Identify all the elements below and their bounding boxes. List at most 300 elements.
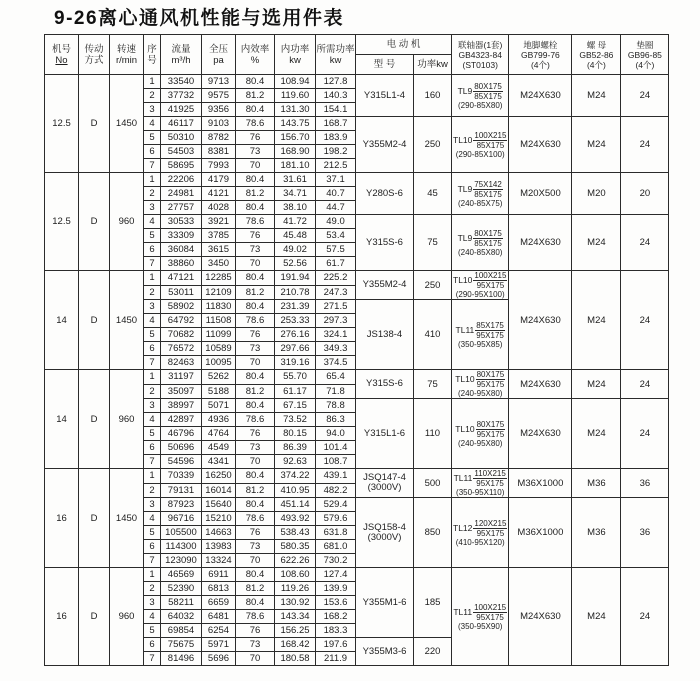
efficiency-cell: 78.6 [236, 610, 275, 624]
header-row-1 [45, 35, 669, 55]
flow-cell: 38997 [161, 399, 202, 413]
motor-model-line1: Y355M1-6 [362, 596, 407, 608]
header-speed-line1: 转速 [116, 43, 136, 55]
required-power-cell: 168.7 [316, 117, 356, 131]
pressure-cell: 3450 [202, 257, 236, 271]
coupling-note: (290-85X100) [455, 149, 505, 159]
motor-model-cell [356, 568, 414, 638]
internal-power-cell: 108.60 [275, 568, 316, 582]
seq-cell: 5 [144, 624, 161, 638]
internal-power-cell: 119.26 [275, 582, 316, 596]
anchor-bolt-cell: M36X1000 [509, 469, 572, 498]
efficiency-cell: 70 [236, 257, 275, 271]
washer-cell: 24 [621, 117, 669, 173]
motor-model-line1: Y315S-6 [366, 378, 403, 389]
seq-cell: 2 [144, 582, 161, 596]
internal-power-cell: 168.90 [275, 145, 316, 159]
motor-power-cell: 45 [414, 173, 452, 215]
coupling-cell [452, 568, 509, 666]
seq-cell: 2 [144, 89, 161, 103]
internal-power-cell: 52.56 [275, 257, 316, 271]
pressure-cell: 4549 [202, 441, 236, 455]
nut-cell: M24 [572, 215, 621, 271]
seq-cell: 7 [144, 257, 161, 271]
header-anchor-bolt [509, 35, 572, 75]
efficiency-cell: 76 [236, 526, 275, 540]
coupling-fraction-bottom: 95X175 [476, 281, 505, 290]
flow-cell: 105500 [161, 526, 202, 540]
header-motor: 电 动 机 [356, 35, 452, 55]
header-nut-line3: (4个) [586, 59, 606, 70]
motor-power-cell: 250 [414, 271, 452, 300]
efficiency-cell: 80.4 [236, 75, 275, 89]
pressure-cell: 9713 [202, 75, 236, 89]
internal-power-cell: 49.02 [275, 243, 316, 257]
seq-cell: 2 [144, 384, 161, 399]
seq-cell: 5 [144, 328, 161, 342]
efficiency-cell: 81.2 [236, 285, 275, 300]
washer-cell: 24 [621, 568, 669, 666]
coupling-fraction [473, 131, 507, 150]
motor-model-cell [356, 300, 414, 370]
pressure-cell: 9103 [202, 117, 236, 131]
flow-cell: 50696 [161, 441, 202, 455]
header-internal-power-line1: 内功率 [280, 43, 310, 55]
internal-power-cell: 180.58 [275, 652, 316, 666]
flow-cell: 46117 [161, 117, 202, 131]
machine-no-cell: 12.5 [45, 75, 79, 173]
coupling-note: (240-95X80) [457, 438, 503, 448]
nut-cell: M20 [572, 173, 621, 215]
header-seq-line2: 号 [147, 54, 157, 66]
seq-cell: 6 [144, 145, 161, 159]
nut-cell: M24 [572, 271, 621, 370]
efficiency-cell: 73 [236, 243, 275, 257]
washer-cell: 24 [621, 75, 669, 117]
coupling-fraction [473, 469, 506, 488]
seq-cell: 6 [144, 441, 161, 455]
seq-cell: 3 [144, 300, 161, 314]
flow-cell: 64032 [161, 610, 202, 624]
internal-power-cell: 143.75 [275, 117, 316, 131]
coupling-cell [452, 300, 509, 370]
coupling-cell [452, 399, 509, 469]
speed-cell: 960 [110, 173, 144, 271]
required-power-cell: 71.8 [316, 384, 356, 399]
flow-cell: 46569 [161, 568, 202, 582]
internal-power-cell: 86.39 [275, 441, 316, 455]
coupling-fraction-top: 75X142 [474, 179, 502, 189]
coupling-fraction [475, 321, 505, 340]
motor-model-line1: JSQ158-4 [363, 521, 406, 533]
header-drive-line1: 传动 [84, 43, 104, 55]
motor-model-line2: (3000V) [367, 531, 402, 543]
coupling-note: (350-95X85) [457, 339, 503, 349]
flow-cell: 70339 [161, 469, 202, 484]
seq-cell: 3 [144, 103, 161, 117]
pressure-cell: 12109 [202, 285, 236, 300]
header-required-power [316, 35, 356, 75]
efficiency-cell: 73 [236, 342, 275, 356]
efficiency-cell: 73 [236, 540, 275, 554]
header-pressure-line1: 全压 [208, 43, 228, 55]
header-drive [79, 35, 110, 75]
pressure-cell: 6659 [202, 596, 236, 610]
pressure-cell: 4341 [202, 455, 236, 469]
required-power-cell: 168.2 [316, 610, 356, 624]
motor-model-cell [356, 370, 414, 399]
pressure-cell: 15210 [202, 512, 236, 526]
table-body [45, 75, 669, 666]
efficiency-cell: 81.2 [236, 187, 275, 201]
header-drive-line2: 方式 [84, 54, 104, 66]
header-speed [110, 35, 144, 75]
required-power-cell: 94.0 [316, 427, 356, 441]
required-power-cell: 140.3 [316, 89, 356, 103]
flow-cell: 24981 [161, 187, 202, 201]
required-power-cell: 225.2 [316, 271, 356, 286]
efficiency-cell: 70 [236, 652, 275, 666]
flow-cell: 33309 [161, 229, 202, 243]
motor-model-line1: JS138-4 [366, 328, 403, 340]
efficiency-cell: 78.6 [236, 215, 275, 229]
efficiency-cell: 70 [236, 356, 275, 370]
pressure-cell: 6481 [202, 610, 236, 624]
efficiency-cell: 78.6 [236, 413, 275, 427]
internal-power-cell: 493.92 [275, 512, 316, 526]
internal-power-cell: 80.15 [275, 427, 316, 441]
coupling-cell [452, 75, 509, 117]
pressure-cell: 4764 [202, 427, 236, 441]
coupling-fraction-top: 100X215 [474, 271, 507, 280]
drive-cell: D [79, 271, 110, 370]
coupling-size [453, 603, 507, 622]
internal-power-cell: 38.10 [275, 201, 316, 215]
coupling-fraction-top: 80X175 [474, 81, 502, 91]
pressure-cell: 4028 [202, 201, 236, 215]
coupling-fraction-bottom: 85X175 [474, 91, 502, 101]
efficiency-cell: 80.4 [236, 399, 275, 413]
internal-power-cell: 374.22 [275, 469, 316, 484]
internal-power-cell: 580.35 [275, 540, 316, 554]
flow-cell: 41925 [161, 103, 202, 117]
seq-cell: 6 [144, 638, 161, 652]
header-efficiency-line2: % [250, 54, 260, 66]
internal-power-cell: 231.39 [275, 300, 316, 314]
anchor-bolt-cell: M24X630 [509, 271, 572, 370]
efficiency-cell: 80.4 [236, 469, 275, 484]
coupling-fraction-top: 100X215 [474, 602, 507, 612]
header-motor-power: 功率kw [414, 55, 452, 75]
flow-cell: 79131 [161, 483, 202, 498]
coupling-fraction-top: 80X175 [476, 419, 505, 429]
internal-power-cell: 61.17 [275, 384, 316, 399]
coupling-type: TL10 [455, 374, 475, 384]
header-washer-line1: 垫圈 [636, 39, 654, 50]
pressure-cell: 8381 [202, 145, 236, 159]
seq-cell: 5 [144, 427, 161, 441]
coupling-fraction [473, 271, 507, 290]
pressure-cell: 15640 [202, 498, 236, 512]
efficiency-cell: 76 [236, 229, 275, 243]
motor-model-line1: Y355M2-4 [362, 138, 407, 150]
washer-cell: 20 [621, 173, 669, 215]
seq-cell: 3 [144, 201, 161, 215]
seq-cell: 2 [144, 285, 161, 300]
efficiency-cell: 81.2 [236, 483, 275, 498]
pressure-cell: 4936 [202, 413, 236, 427]
table-row [45, 271, 669, 286]
coupling-cell [452, 370, 509, 399]
anchor-bolt-cell: M24X630 [509, 399, 572, 469]
anchor-bolt-cell: M20X500 [509, 173, 572, 215]
anchor-bolt-cell: M36X1000 [509, 498, 572, 568]
motor-model-cell [356, 469, 414, 498]
motor-power-cell: 75 [414, 370, 452, 399]
internal-power-cell: 253.33 [275, 314, 316, 328]
efficiency-cell: 76 [236, 131, 275, 145]
motor-model-line1: JSQ147-4 [363, 472, 406, 483]
header-required-power-line1: 所需功率 [316, 43, 355, 55]
header-seq [144, 35, 161, 75]
coupling-note: (240-95X80) [457, 389, 503, 398]
pressure-cell: 9356 [202, 103, 236, 117]
efficiency-cell: 73 [236, 145, 275, 159]
coupling-size [453, 469, 507, 488]
motor-power-cell: 75 [414, 215, 452, 271]
coupling-size [453, 229, 507, 248]
seq-cell: 1 [144, 370, 161, 385]
washer-cell: 36 [621, 469, 669, 498]
coupling-type: TL10 [453, 275, 473, 285]
coupling-fraction-bottom: 85X175 [474, 238, 502, 248]
required-power-cell: 86.3 [316, 413, 356, 427]
pressure-cell: 10589 [202, 342, 236, 356]
efficiency-cell: 80.4 [236, 568, 275, 582]
efficiency-cell: 76 [236, 624, 275, 638]
pressure-cell: 11099 [202, 328, 236, 342]
header-coupling-line2: GB4323-84 [458, 49, 502, 60]
washer-cell: 24 [621, 271, 669, 370]
internal-power-cell: 622.26 [275, 554, 316, 568]
motor-model-cell [356, 498, 414, 568]
coupling-note: (350-95X90) [457, 621, 503, 631]
pressure-cell: 3785 [202, 229, 236, 243]
header-coupling-line1: 联轴器(1套) [458, 39, 503, 50]
internal-power-cell: 143.34 [275, 610, 316, 624]
motor-power-cell: 110 [414, 399, 452, 469]
pressure-cell: 5188 [202, 384, 236, 399]
motor-power-cell: 160 [414, 75, 452, 117]
fan-selection-table [44, 34, 669, 666]
flow-cell: 53011 [161, 285, 202, 300]
header-nut-line1: 螺 母 [586, 39, 607, 50]
seq-cell: 3 [144, 498, 161, 512]
header-nut [572, 35, 621, 75]
coupling-type: TL11 [453, 606, 473, 617]
table-header [45, 35, 669, 75]
internal-power-cell: 319.16 [275, 356, 316, 370]
header-internal-power [275, 35, 316, 75]
coupling-size [453, 271, 507, 290]
flow-cell: 42897 [161, 413, 202, 427]
flow-cell: 38860 [161, 257, 202, 271]
flow-cell: 35097 [161, 384, 202, 399]
coupling-fraction-bottom: 95X175 [476, 528, 505, 538]
seq-cell: 3 [144, 399, 161, 413]
efficiency-cell: 78.6 [236, 314, 275, 328]
speed-cell: 1450 [110, 271, 144, 370]
coupling-fraction-bottom: 95X175 [476, 612, 504, 622]
seq-cell: 1 [144, 271, 161, 286]
flow-cell: 58902 [161, 300, 202, 314]
efficiency-cell: 70 [236, 159, 275, 173]
seq-cell: 7 [144, 356, 161, 370]
nut-cell: M36 [572, 469, 621, 498]
pressure-cell: 5696 [202, 652, 236, 666]
internal-power-cell: 73.52 [275, 413, 316, 427]
motor-model-line1: Y315L1-4 [363, 89, 406, 101]
washer-cell: 24 [621, 370, 669, 399]
coupling-size [453, 180, 507, 199]
coupling-size [453, 131, 507, 150]
coupling-type: TL10 [453, 134, 473, 145]
coupling-type: TL10 [455, 423, 475, 434]
seq-cell: 7 [144, 554, 161, 568]
efficiency-cell: 81.2 [236, 384, 275, 399]
coupling-fraction-bottom: 95X175 [476, 330, 504, 340]
required-power-cell: 183.3 [316, 624, 356, 638]
required-power-cell: 349.3 [316, 342, 356, 356]
internal-power-cell: 45.48 [275, 229, 316, 243]
header-machine-no [45, 35, 79, 75]
header-internal-power-line2: kw [289, 54, 301, 66]
internal-power-cell: 119.60 [275, 89, 316, 103]
drive-cell: D [79, 568, 110, 666]
coupling-note: (240-85X80) [457, 247, 503, 257]
machine-no-cell: 12.5 [45, 173, 79, 271]
required-power-cell: 297.3 [316, 314, 356, 328]
internal-power-cell: 130.92 [275, 596, 316, 610]
pressure-cell: 8782 [202, 131, 236, 145]
header-pressure-line2: pa [213, 54, 224, 66]
coupling-fraction-top: 85X175 [476, 320, 504, 330]
header-washer-line2: GB96-85 [627, 49, 662, 60]
seq-cell: 2 [144, 483, 161, 498]
required-power-cell: 139.9 [316, 582, 356, 596]
flow-cell: 76572 [161, 342, 202, 356]
motor-model-cell [356, 215, 414, 271]
coupling-cell [452, 271, 509, 300]
machine-no-cell: 14 [45, 271, 79, 370]
coupling-fraction [476, 370, 506, 389]
internal-power-cell: 92.63 [275, 455, 316, 469]
internal-power-cell: 168.42 [275, 638, 316, 652]
coupling-size [453, 82, 507, 101]
flow-cell: 58695 [161, 159, 202, 173]
internal-power-cell: 31.61 [275, 173, 316, 187]
internal-power-cell: 538.43 [275, 526, 316, 540]
motor-model-cell [356, 173, 414, 215]
seq-cell: 1 [144, 173, 161, 187]
coupling-fraction [473, 603, 507, 622]
required-power-cell: 61.7 [316, 257, 356, 271]
motor-power-cell: 185 [414, 568, 452, 638]
nut-cell: M24 [572, 399, 621, 469]
seq-cell: 4 [144, 413, 161, 427]
header-coupling [452, 35, 509, 75]
drive-cell: D [79, 75, 110, 173]
required-power-cell: 57.5 [316, 243, 356, 257]
header-efficiency [236, 35, 275, 75]
anchor-bolt-cell: M24X630 [509, 370, 572, 399]
flow-cell: 33540 [161, 75, 202, 89]
speed-cell: 1450 [110, 75, 144, 173]
coupling-size [453, 519, 507, 538]
internal-power-cell: 410.95 [275, 483, 316, 498]
motor-model-line1: Y315L1-6 [363, 427, 406, 439]
internal-power-cell: 131.30 [275, 103, 316, 117]
seq-cell: 7 [144, 159, 161, 173]
seq-cell: 1 [144, 75, 161, 89]
pressure-cell: 3921 [202, 215, 236, 229]
required-power-cell: 211.9 [316, 652, 356, 666]
coupling-fraction-bottom: 85X175 [474, 189, 502, 199]
header-anchor-bolt-line1: 地脚螺栓 [523, 39, 558, 50]
header-flow-line2: m³/h [171, 54, 191, 66]
seq-cell: 6 [144, 342, 161, 356]
seq-cell: 4 [144, 215, 161, 229]
required-power-cell: 154.1 [316, 103, 356, 117]
flow-cell: 75675 [161, 638, 202, 652]
required-power-cell: 49.0 [316, 215, 356, 229]
header-coupling-line3: (ST0103) [462, 59, 498, 70]
efficiency-cell: 80.4 [236, 498, 275, 512]
anchor-bolt-cell: M24X630 [509, 75, 572, 117]
efficiency-cell: 70 [236, 455, 275, 469]
motor-power-cell: 410 [414, 300, 452, 370]
coupling-fraction-top: 110X215 [474, 469, 506, 478]
speed-cell: 960 [110, 568, 144, 666]
coupling-type: TL11 [453, 473, 473, 483]
motor-power-cell: 220 [414, 638, 452, 666]
internal-power-cell: 55.70 [275, 370, 316, 385]
required-power-cell: 65.4 [316, 370, 356, 385]
required-power-cell: 529.4 [316, 498, 356, 512]
efficiency-cell: 73 [236, 638, 275, 652]
coupling-fraction [473, 180, 503, 199]
coupling-note: (290-95X100) [455, 290, 505, 299]
internal-power-cell: 297.66 [275, 342, 316, 356]
motor-model-line1: Y280S-6 [366, 187, 403, 199]
seq-cell: 5 [144, 131, 161, 145]
washer-cell: 24 [621, 399, 669, 469]
seq-cell: 6 [144, 243, 161, 257]
efficiency-cell: 81.2 [236, 582, 275, 596]
required-power-cell: 108.7 [316, 455, 356, 469]
pressure-cell: 5071 [202, 399, 236, 413]
coupling-note: (350-95X110) [456, 488, 505, 497]
coupling-cell [452, 117, 509, 173]
seq-cell: 1 [144, 469, 161, 484]
internal-power-cell: 276.16 [275, 328, 316, 342]
required-power-cell: 101.4 [316, 441, 356, 455]
internal-power-cell: 181.10 [275, 159, 316, 173]
required-power-cell: 198.2 [316, 145, 356, 159]
flow-cell: 87923 [161, 498, 202, 512]
pressure-cell: 6813 [202, 582, 236, 596]
washer-cell: 24 [621, 215, 669, 271]
